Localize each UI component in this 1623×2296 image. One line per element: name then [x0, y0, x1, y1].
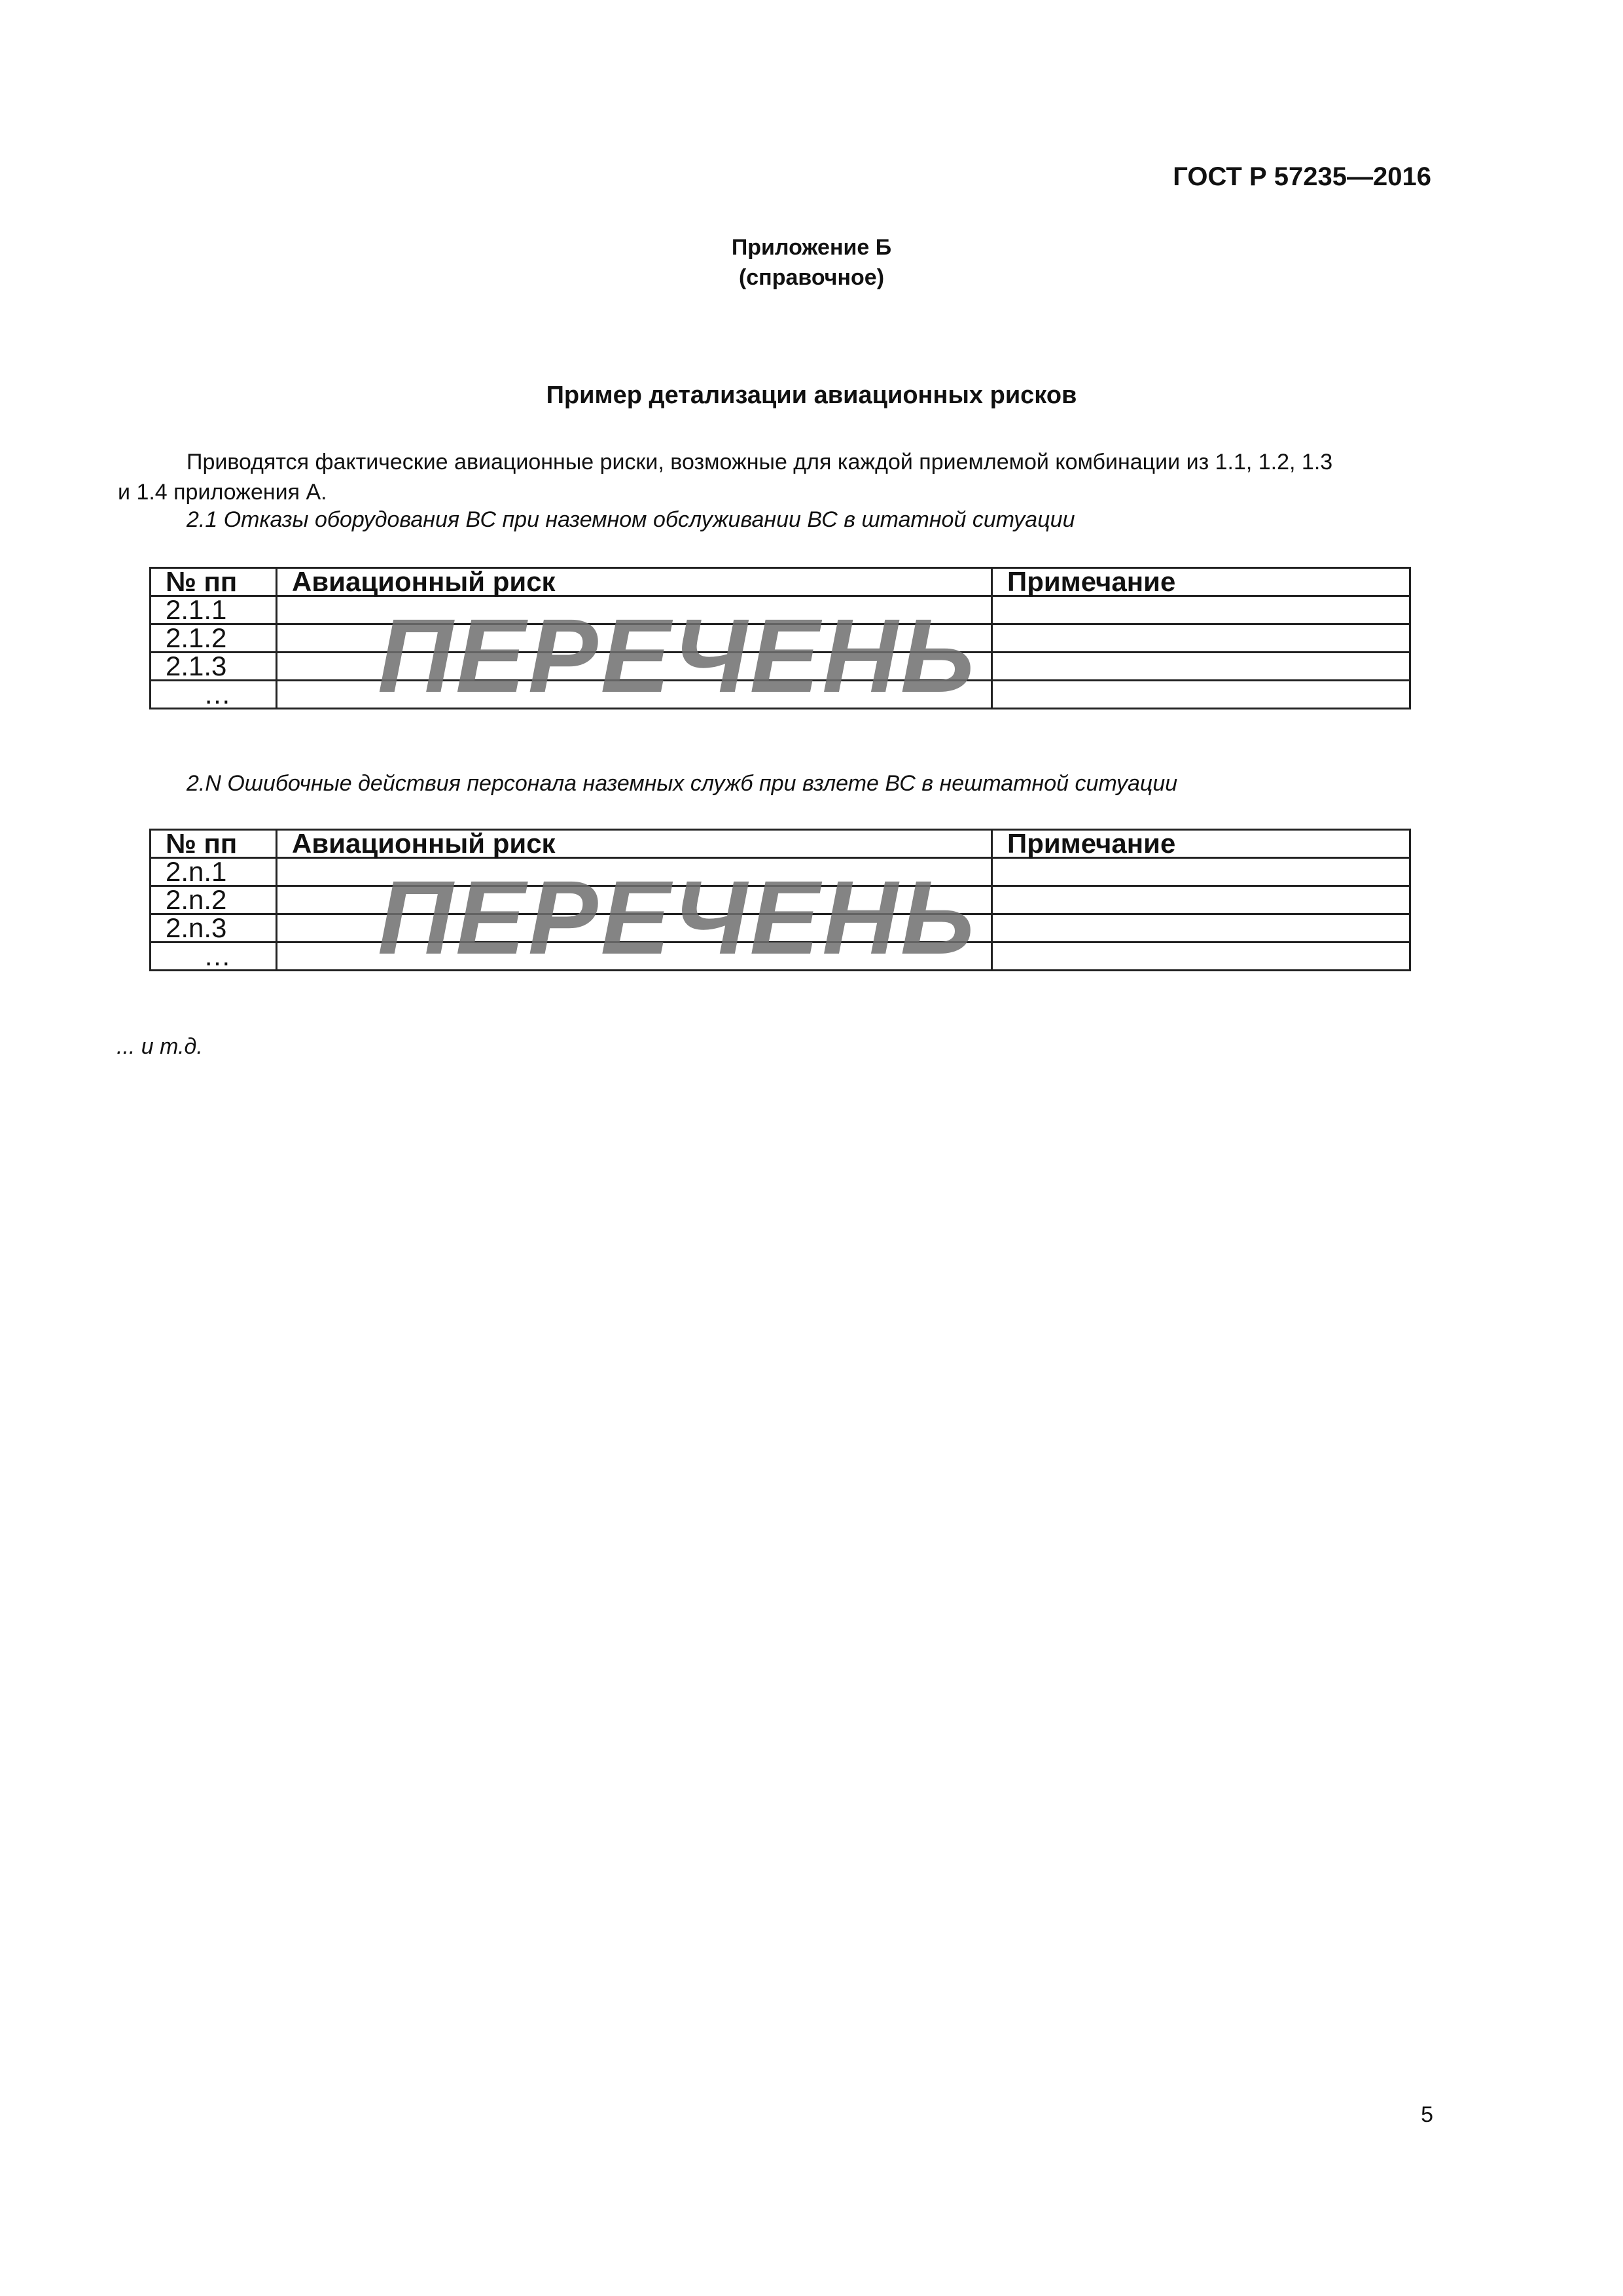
- intro-line-2: и 1.4 приложения А.: [118, 480, 327, 505]
- column-header-risk: Авиационный риск: [277, 830, 992, 858]
- intro-line-1: Приводятся фактические авиационные риски, возможные для каждой приемлемой комбинации из 1.1, 1.2, 1.3: [187, 450, 1333, 475]
- table-header-row: [151, 568, 1410, 596]
- continuation-note: ... и т.д.: [116, 1034, 203, 1059]
- column-header-number: № пп: [151, 830, 277, 858]
- page-number: 5: [1421, 2102, 1433, 2127]
- standard-code: ГОСТ Р 57235—2016: [1173, 162, 1431, 191]
- annex-type: (справочное): [738, 265, 885, 290]
- row-number: 2.n.1: [151, 858, 277, 886]
- table-header-row: [151, 830, 1410, 858]
- section-title-2: 2.N Ошибочные действия персонала наземных служб при взлете ВС в нештатной ситуации: [187, 771, 1178, 796]
- column-header-note: Примечание: [992, 830, 1410, 858]
- column-header-number: № пп: [151, 568, 277, 596]
- column-header-note: Примечание: [992, 568, 1410, 596]
- stamp-watermark: ПЕРЕЧЕНЬ: [378, 597, 978, 714]
- annex-label: Приложение Б: [731, 235, 892, 260]
- row-number: 2.1.2: [151, 624, 277, 653]
- row-number: 2.n.3: [151, 914, 277, 942]
- annex-title: [0, 232, 1623, 293]
- intro-paragraph: [118, 447, 1433, 507]
- stamp-watermark: ПЕРЕЧЕНЬ: [378, 859, 978, 976]
- section-title-1: 2.1 Отказы оборудования ВС при наземном обслуживании ВС в штатной ситуации: [187, 507, 1075, 532]
- page-heading: Пример детализации авиационных рисков: [546, 382, 1077, 409]
- row-number: …: [151, 681, 277, 709]
- column-header-risk: Авиационный риск: [277, 568, 992, 596]
- row-number: 2.n.2: [151, 886, 277, 914]
- row-number: 2.1.1: [151, 596, 277, 624]
- row-number: 2.1.3: [151, 653, 277, 681]
- row-number: …: [151, 942, 277, 971]
